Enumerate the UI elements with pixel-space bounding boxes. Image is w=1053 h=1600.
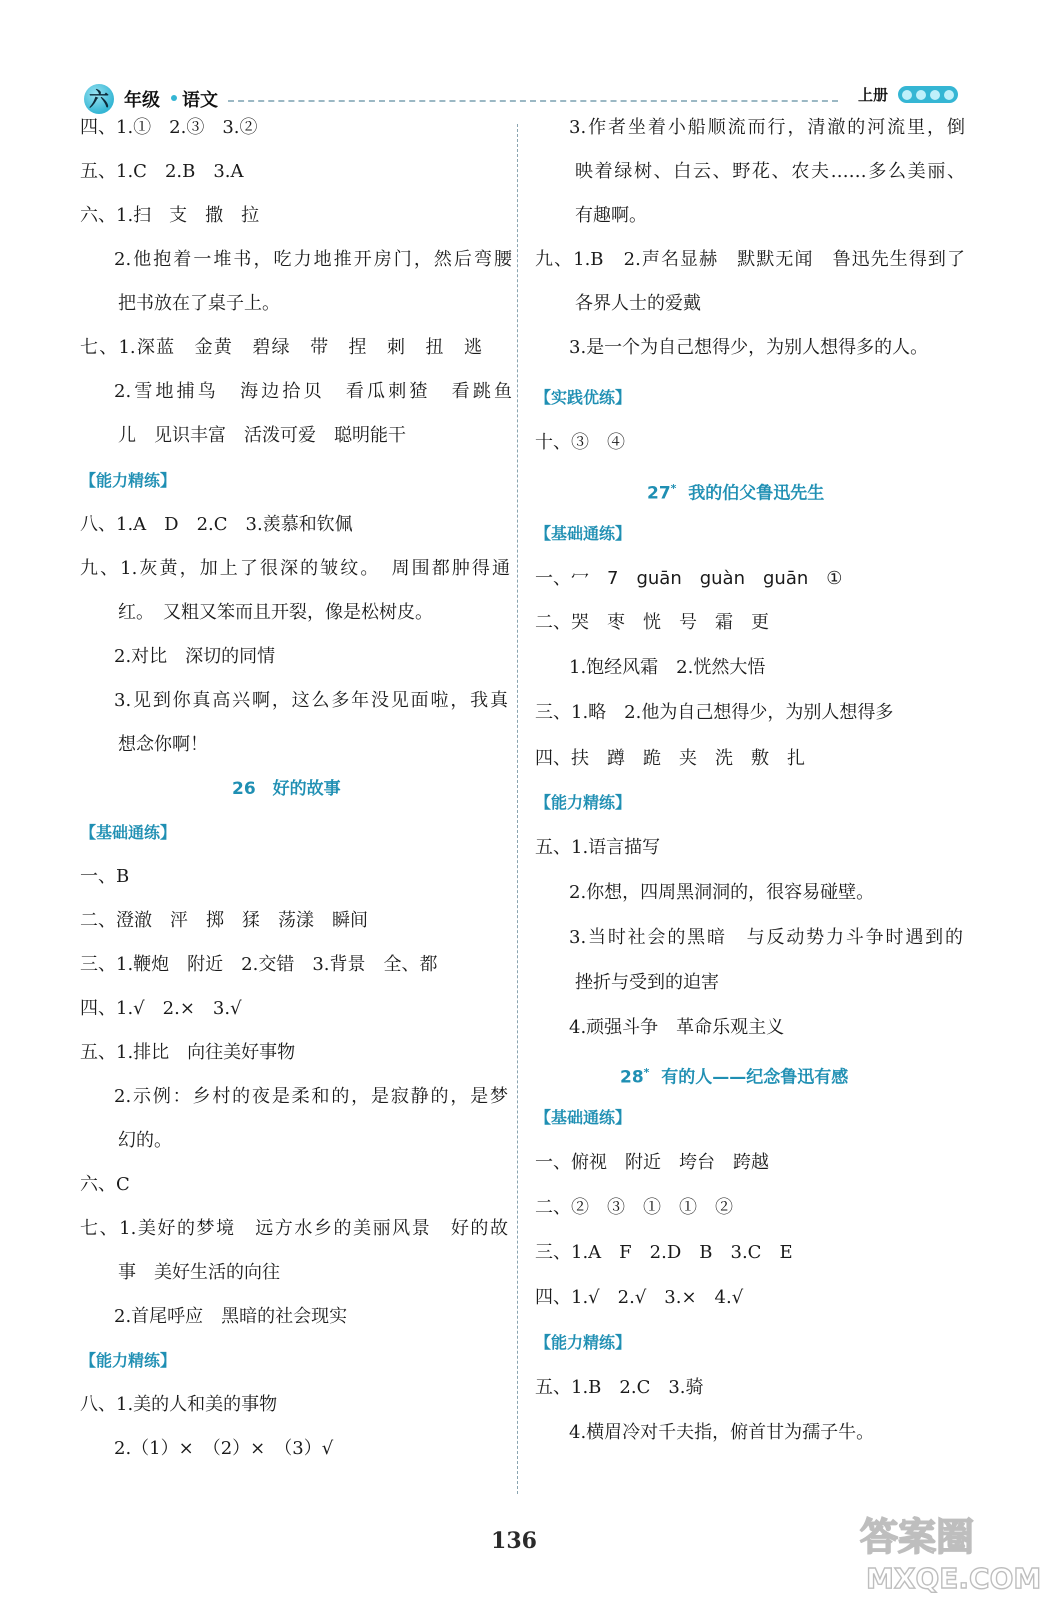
answer-line: 十、③ ④ [535,432,625,453]
answer-line: 1.饱经风霜 2.恍然大悟 [569,657,766,678]
answer-line: 九、1.灰黄，加上了很深的皱纹。 周围都肿得通 [80,558,510,579]
answer-line: 五、1.排比 向往美好事物 [80,1042,296,1063]
answer-line: 3.是一个为自己想得少，为别人想得多的人。 [569,337,929,358]
page-header [0,0,1053,120]
lesson-number: 27 [647,483,671,504]
grade-label: 年级 [124,90,160,111]
header-dot-icon [171,95,177,101]
answer-line: 三、1.A F 2.D B 3.C E [535,1242,793,1263]
section-tag: 【能力精练】 [535,793,632,812]
answer-line: 四、1.√ 2.√ 3.× 4.√ [535,1287,744,1308]
answer-line: 4.横眉冷对千夫指，俯首甘为孺子牛。 [569,1422,875,1443]
answer-line: 2.雪地捕鸟 海边拾贝 看瓜刺猹 看跳鱼 [114,381,512,402]
watermark-logo [852,1504,1048,1596]
subject-label: 语文 [182,90,218,111]
answer-line: 二、澄澈 泙 掷 猱 荡漾 瞬间 [80,910,368,931]
lesson-title: 26 好的故事 [232,779,341,799]
lesson-star-mark: * [670,482,677,495]
answer-line: 五、1.语言描写 [535,837,661,858]
section-tag: 【能力精练】 [80,1351,177,1370]
page-number: 136 [491,1528,537,1554]
lesson-title [620,1060,848,1086]
section-tag: 【能力精练】 [80,471,177,490]
answer-line: 3.作者坐着小船顺流而行，清澈的河流里，倒 [569,117,965,138]
answer-line: 2.对比 深切的同情 [114,646,276,667]
answer-line: 儿 见识丰富 活泼可爱 聪明能干 [118,425,406,446]
answer-line: 一、冖 7 guān guàn guān ① [535,568,843,589]
answer-line: 一、B [80,866,130,887]
answer-line: 3.当时社会的黑暗 与反动势力斗争时遇到的 [569,927,963,948]
answer-line: 映着绿树、白云、野花、农夫……多么美丽、 [575,161,965,182]
answer-line: 七、1.深蓝 金黄 碧绿 带 捏 刺 扭 逃 [80,337,482,358]
answer-line: 3.见到你真高兴啊，这么多年没见面啦，我真 [114,690,508,711]
answer-line: 一、俯视 附近 垮台 跨越 [535,1152,769,1173]
answer-line: 七、1.美好的梦境 远方水乡的美丽风景 好的故 [80,1218,508,1239]
answer-line: 2.（1）× （2）× （3）√ [114,1438,334,1459]
answer-line: 红。 又粗又笨而且开裂，像是松树皮。 [118,602,433,623]
section-tag: 【实践优练】 [535,388,632,407]
volume-dots-icon [898,86,958,103]
answer-line: 2.他抱着一堆书，吃力地推开房门，然后弯腰 [114,249,512,270]
answer-line: 六、C [80,1174,130,1195]
answer-line: 各界人士的爱戴 [575,293,701,314]
answer-line: 把书放在了桌子上。 [118,293,280,314]
answer-line: 二、② ③ ① ① ② [535,1197,733,1218]
lesson-title [647,476,824,502]
lesson-name: 有的人——纪念鲁迅有感 [661,1067,849,1088]
answer-line: 四、1.√ 2.× 3.√ [80,998,242,1019]
section-tag: 【基础通练】 [535,1108,632,1127]
answer-line: 九、1.B 2.声名显赫 默默无闻 鲁迅先生得到了 [535,249,965,270]
header-divider [228,100,838,102]
lesson-number: 28 [620,1067,644,1088]
watermark-text: 答案圈 [860,1515,975,1559]
section-tag: 【能力精练】 [535,1333,632,1352]
answer-line: 三、1.鞭炮 附近 2.交错 3.背景 全、都 [80,954,438,975]
answer-line: 有趣啊。 [575,205,647,226]
answer-line: 4.顽强斗争 革命乐观主义 [569,1017,785,1038]
answer-line: 三、1.略 2.他为自己想得少，为别人想得多 [535,702,894,723]
section-tag: 【基础通练】 [535,524,632,543]
lesson-name: 我的伯父鲁迅先生 [688,483,825,504]
answer-line: 六、1.扫 支 撒 拉 [80,205,260,226]
answer-line: 2.你想，四周黑洞洞的，很容易碰壁。 [569,882,875,903]
answer-line: 八、1.美的人和美的事物 [80,1394,278,1415]
answer-line: 五、1.B 2.C 3.骑 [535,1377,704,1398]
grade-badge: 六 [84,84,114,114]
answer-line: 2.首尾呼应 黑暗的社会现实 [114,1306,348,1327]
volume-label: 上册 [858,86,889,104]
answer-line: 想念你啊！ [118,734,208,755]
answer-line: 八、1.A D 2.C 3.羡慕和钦佩 [80,514,353,535]
answer-line: 二、哭 枣 恍 号 霜 更 [535,612,769,633]
answer-line: 2.示例：乡村的夜是柔和的，是寂静的，是梦 [114,1086,508,1107]
lesson-star-mark: * [643,1066,650,1079]
answer-line: 五、1.C 2.B 3.A [80,161,244,182]
answer-line: 挫折与受到的迫害 [575,972,719,993]
answer-line: 幻的。 [118,1130,172,1151]
answer-line: 事 美好生活的向往 [118,1262,280,1283]
answer-line: 四、扶 蹲 跪 夹 洗 敷 扎 [535,748,805,769]
column-divider [517,124,518,1494]
watermark-url: MXQE.COM [866,1562,1042,1595]
answer-line: 四、1.① 2.③ 3.② [80,117,258,138]
section-tag: 【基础通练】 [80,823,177,842]
